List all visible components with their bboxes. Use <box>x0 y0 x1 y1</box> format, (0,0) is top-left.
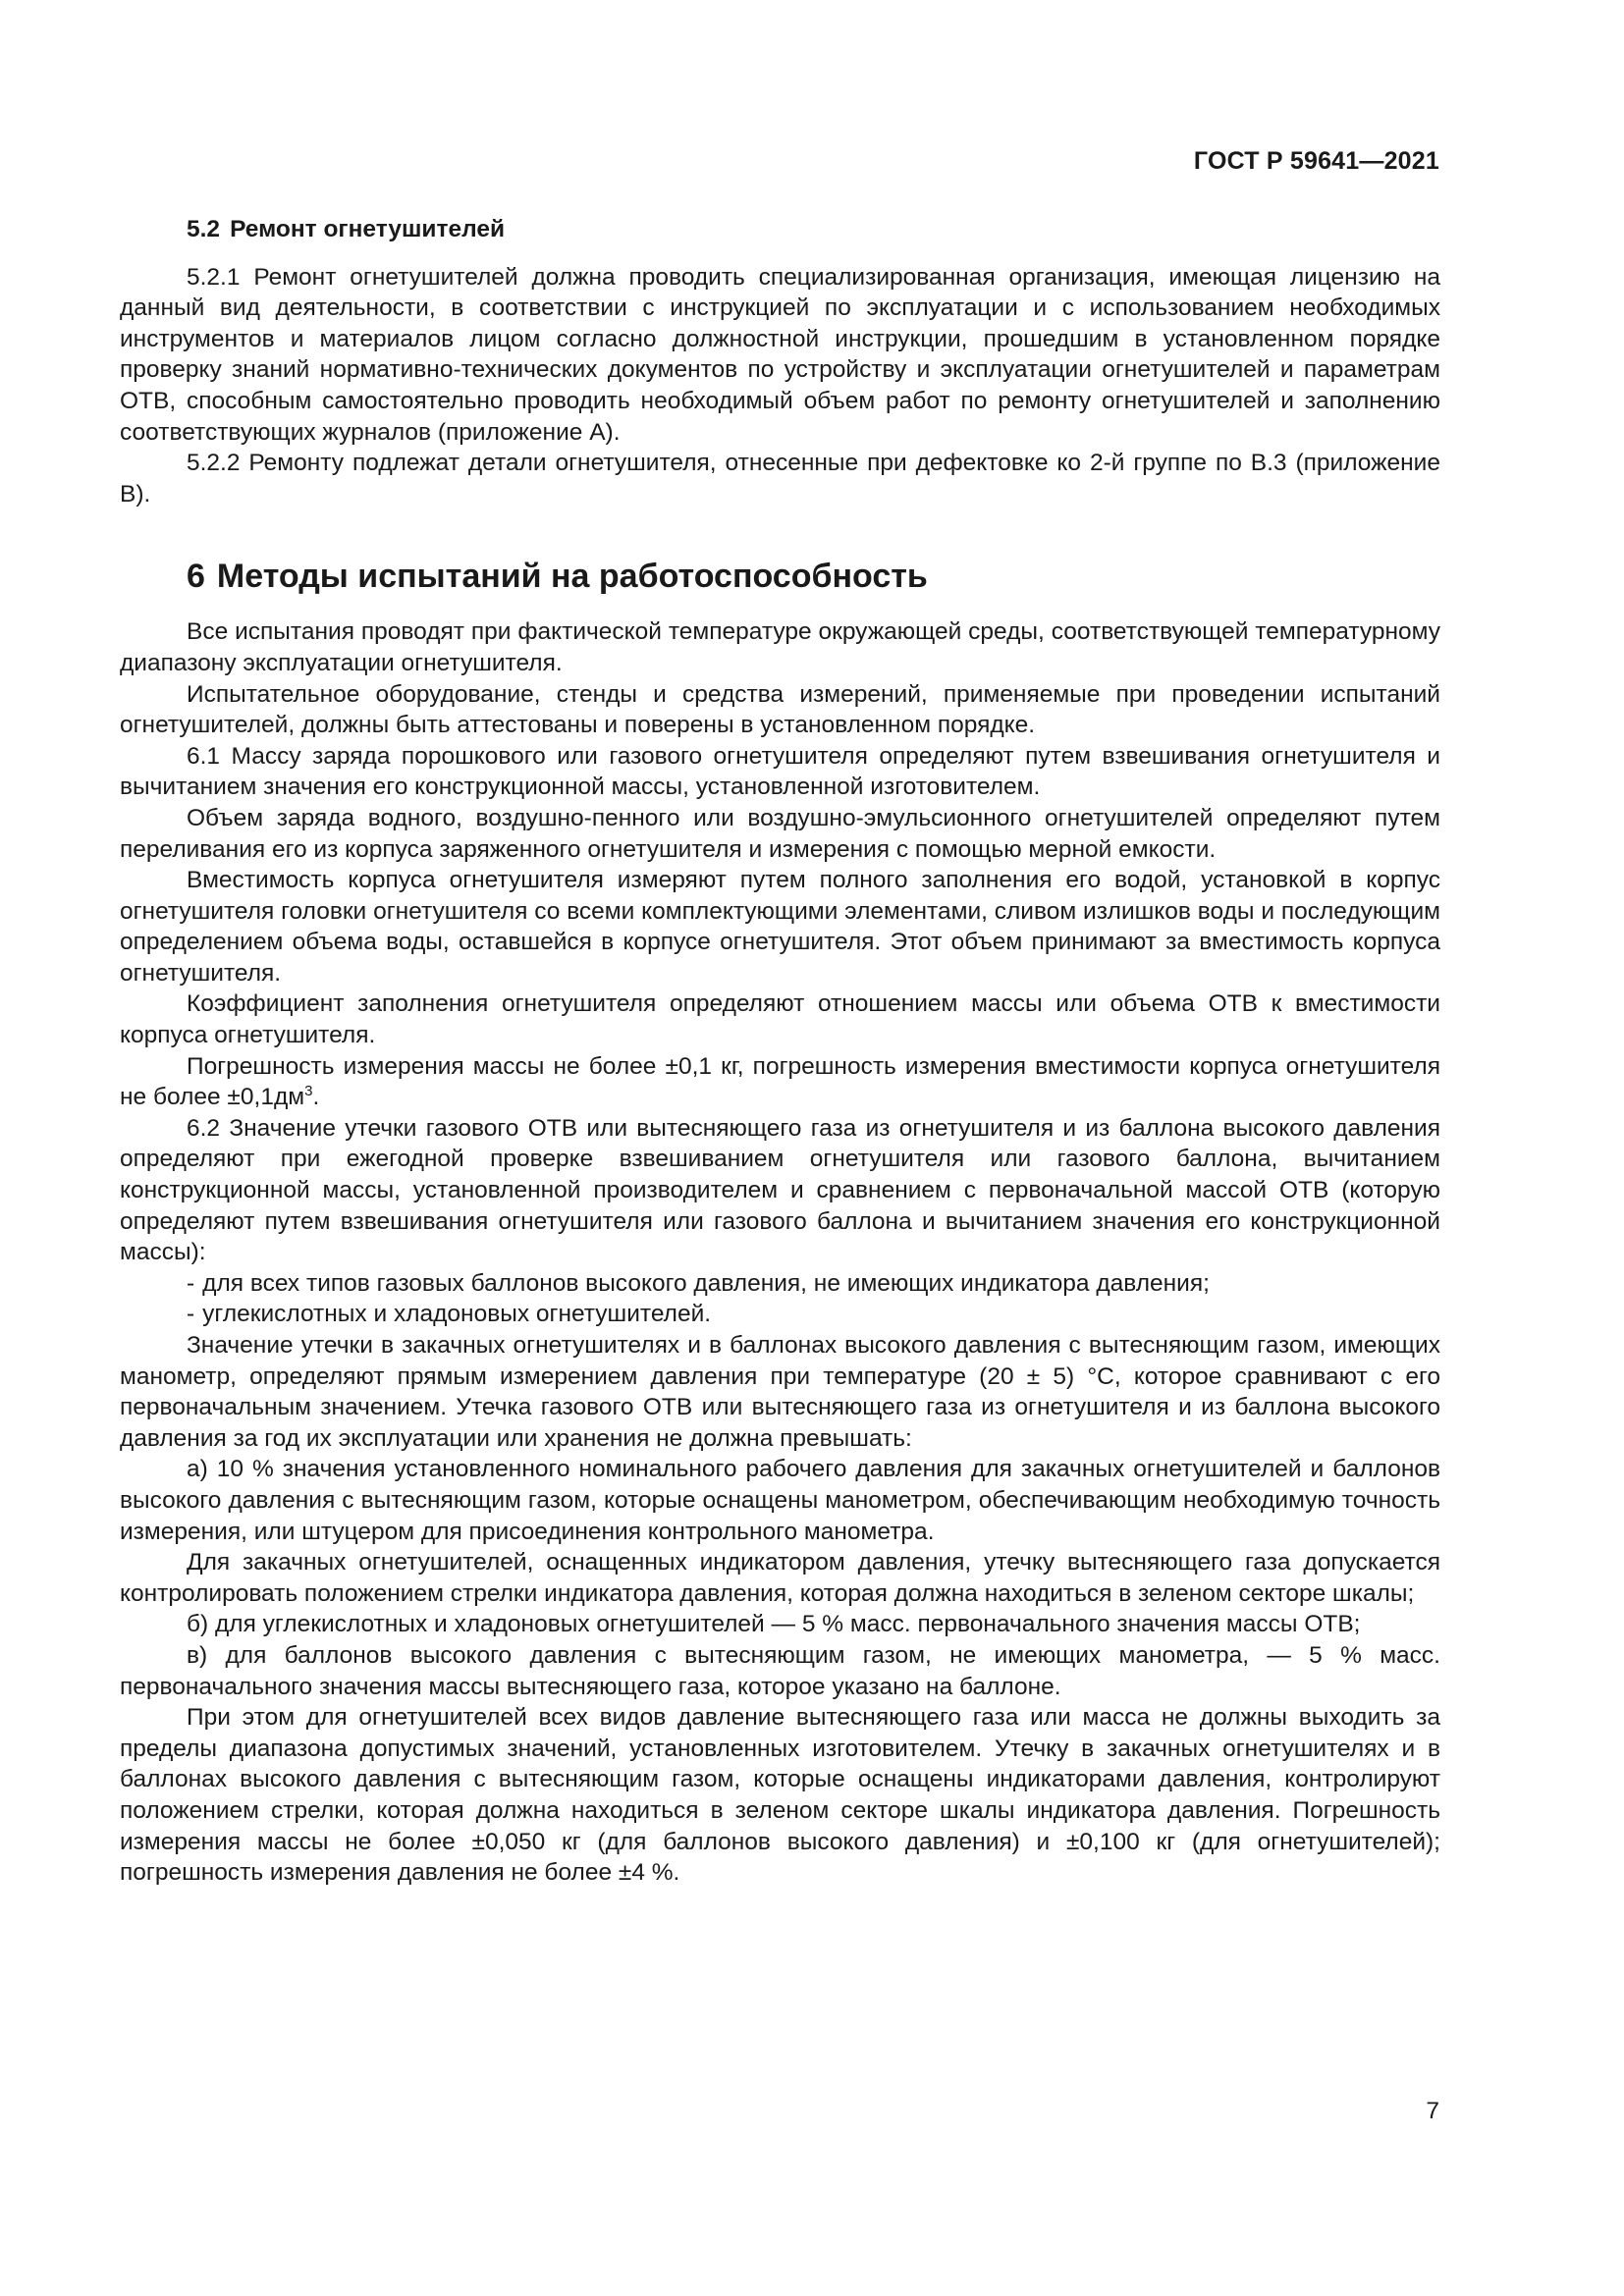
paragraph-5-2-1: 5.2.1 Ремонт огнетушителей должна проводить специализированная организация, имеющая лицензию на данный вид деятельности, в соответствии с инструкцией по эксплуатации и с использованием необходимых инструментов и материалов лицом согласно должностной инструкции, прошедшим в установленном порядке проверку знаний нормативно-технических документов по устройству и эксплуатации огнетушителей и параметрам ОТВ, способным самостоятельно проводить необходимый объем работ по ремонту огнетушителей и заполнению соответствующих журналов (приложение А). <box>120 263 1440 446</box>
paragraph: Значение утечки в закачных огнетушителях и в баллонах высокого давления с вытесняющим газом, имеющих манометр, определяют прямым измерением давления при температуре (20 ± 5) °С, которое сравнивают с его первоначальным значением. Утечка газового ОТВ или вытесняющего газа из огнетушителя и из баллона высокого давления за год их эксплуатации или хранения не должна превышать: <box>120 1332 1440 1452</box>
paragraph-item-b: б) для углекислотных и хладоновых огнетушителей — 5 % масс. первоначального значения массы ОТВ; <box>187 1611 1361 1638</box>
paragraph: Все испытания проводят при фактической температуре окружающей среды, соответствующей температурному диапазону эксплуатации огнетушителя. <box>120 618 1440 676</box>
section-title: Методы испытаний на работоспособность <box>216 558 928 596</box>
accuracy-end: . <box>312 1084 320 1111</box>
document-body <box>120 214 1440 1889</box>
list-item <box>120 1268 1440 1300</box>
cubic-superscript: 3 <box>304 1083 313 1100</box>
paragraph: Испытательное оборудование, стенды и средства измерений, применяемые при проведении испытаний огнетушителей, должны быть аттестованы и поверены в установленном порядке. <box>120 680 1440 739</box>
list-dash: - <box>187 1269 195 1297</box>
paragraph: Коэффициент заполнения огнетушителя определяют отношением массы или объема ОТВ к вместимости корпуса огнетушителя. <box>120 990 1440 1049</box>
paragraph: Объем заряда водного, воздушно-пенного или воздушно-эмульсионного огнетушителей определяют путем переливания его из корпуса заряженного огнетушителя и измерения с помощью мерной емкости. <box>120 804 1440 863</box>
subsection-heading-5-2 <box>120 214 1440 245</box>
document-id-header: ГОСТ Р 59641—2021 <box>1193 147 1439 175</box>
list-dash: - <box>187 1301 195 1328</box>
paragraph-6-1: 6.1 Массу заряда порошкового или газового огнетушителя определяют путем взвешивания огнетушителя и вычитанием значения его конструкционной массы, установленной изготовителем. <box>120 742 1440 801</box>
subsection-number: 5.2 <box>187 216 221 242</box>
paragraph-item-v: в) для баллонов высокого давления с вытесняющим газом, не имеющих манометра, — 5 % масс. первоначального значения массы вытесняющего газа, которое указано на баллоне. <box>120 1641 1440 1700</box>
accuracy-text: Погрешность измерения массы не более ±0,1 кг, погрешность измерения вместимости корпуса огнетушителя не более ±0,1дм <box>120 1052 1440 1111</box>
paragraph-5-2-2: 5.2.2 Ремонту подлежат детали огнетушителя, отнесенные при дефектовке ко 2-й группе по В.3 (приложение В). <box>120 450 1440 507</box>
paragraph-6-2: 6.2 Значение утечки газового ОТВ или вытесняющего газа из огнетушителя и из баллона высокого давления определяют при ежегодной проверке взвешиванием огнетушителя или газового баллона, вычитанием конструкционной массы, установленной производителем и сравнением с первоначальной массой ОТВ (которую определяют путем взвешивания огнетушителя или газового баллона и вычитанием значения его конструкционной массы): <box>120 1114 1440 1266</box>
paragraph: Вместимость корпуса огнетушителя измеряют путем полного заполнения его водой, установкой в корпус огнетушителя головки огнетушителя со всеми комплектующими элементами, сливом излишков воды и последующим определением объема воды, оставшейся в корпусе огнетушителя. Этот объем принимают за вместимость корпуса огнетушителя. <box>120 867 1440 987</box>
list-item-text: для всех типов газовых баллонов высокого давления, не имеющих индикатора давления; <box>202 1269 1210 1297</box>
list-item-text: углекислотных и хладоновых огнетушителей. <box>202 1301 712 1328</box>
section-heading-6 <box>120 557 1440 596</box>
paragraph-item-a: а) 10 % значения установленного номинального рабочего давления для закачных огнетушителей и баллонов высокого давления с вытесняющим газом, которые оснащены манометром, обеспечивающим необходимую точность измерения, или штуцером для присоединения контрольного манометра. <box>120 1456 1440 1545</box>
paragraph-accuracy <box>120 1051 1440 1113</box>
paragraph: Для закачных огнетушителей, оснащенных индикатором давления, утечку вытесняющего газа допускается контролировать положением стрелки индикатора давления, которая должна находиться в зеленом секторе шкалы; <box>120 1549 1440 1607</box>
page-number: 7 <box>1426 2098 1439 2124</box>
section-number: 6 <box>187 558 205 596</box>
subsection-title: Ремонт огнетушителей <box>230 216 506 242</box>
paragraph: При этом для огнетушителей всех видов давление вытесняющего газа или масса не должны выходить за пределы диапазона допустимых значений, установленных изготовителем. Утечку в закачных огнетушителях и в баллонах высокого давления с вытесняющим газом, которые оснащены индикаторами давления, контролируют положением стрелки, которая должна находиться в зеленом секторе шкалы индикатора давления. Погрешность измерения массы не более ±0,050 кг (для баллонов высокого давления) и ±0,100 кг (для огнетушителей); погрешность измерения давления не более ±4 %. <box>120 1704 1440 1887</box>
list-item <box>120 1299 1440 1330</box>
